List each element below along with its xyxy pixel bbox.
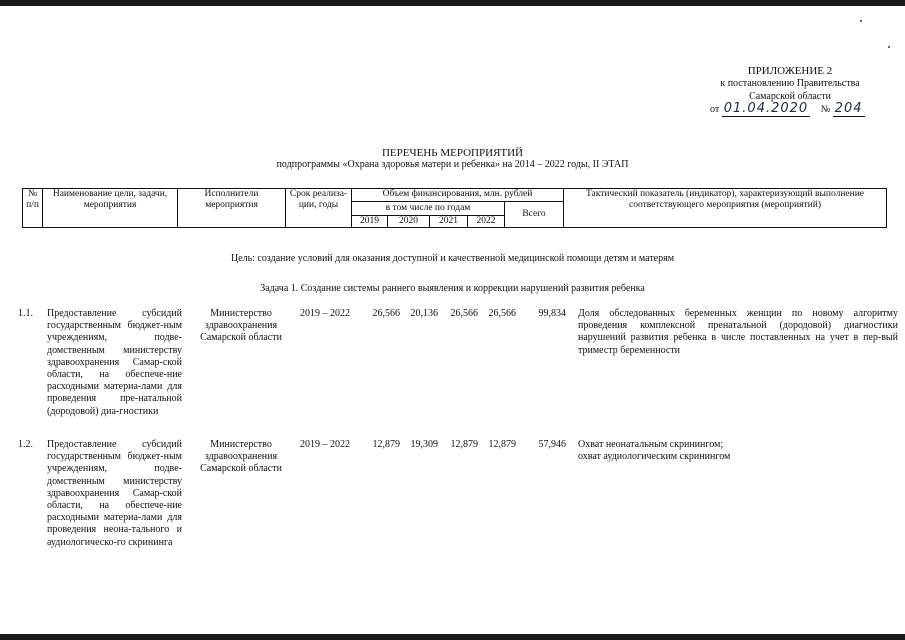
- header-total: Всего: [505, 202, 564, 228]
- annex-title: ПРИЛОЖЕНИЕ 2: [747, 65, 833, 77]
- header-year: 2021: [430, 216, 468, 228]
- scan-speck: [860, 20, 862, 22]
- handwritten-date: 01.04.2020: [723, 101, 809, 116]
- row-value-2021: 12,879: [450, 439, 478, 450]
- indicator-line: охват аудиологическим скринингом: [578, 451, 731, 463]
- row-indicator: Доля обследованных беременных женщин по новому алгоритму проведения комплексной пренатальной (дородовой) диагностики нарушений развития ребенка в числе поставленных на учет в пер-вый триместр беременности: [578, 308, 898, 356]
- row-value-2021: 26,566: [450, 308, 478, 319]
- header-num: № п/п: [23, 189, 43, 228]
- row-term: 2019 – 2022: [300, 308, 350, 319]
- row-indicator: [578, 439, 898, 463]
- header-funding: Объем финансирования, млн. рублей: [352, 189, 564, 202]
- number-prefix: №: [820, 104, 831, 115]
- annex-block: [690, 64, 890, 117]
- header-term: Срок реализа-ции, годы: [286, 189, 352, 228]
- handwritten-number: 204: [834, 101, 863, 116]
- row-value-2022: 26,566: [488, 308, 516, 319]
- document-title: ПЕРЕЧЕНЬ МЕРОПРИЯТИЙ: [381, 147, 524, 159]
- header-executors: Исполнители мероприятия: [178, 189, 286, 228]
- row-value-2019: 26,566: [372, 308, 400, 319]
- row-name: Предоставление субсидий государственным бюджет-ным учреждениям, подве-домственным министерству здравоохранения Самар-ской области, на обеспече-ние расходными материа-лами для проведения неона-тального и аудиологическо-го скрининга: [47, 439, 182, 548]
- task-line: Задача 1. Создание системы раннего выявления и коррекции нарушений развития ребенка: [260, 283, 645, 294]
- header-year: 2019: [352, 216, 388, 228]
- header-incl-years: в том числе по годам: [352, 202, 505, 216]
- row-executor: Министерство здравоохранения Самарской области: [200, 439, 282, 475]
- scan-speck: [888, 46, 890, 48]
- row-executor: Министерство здравоохранения Самарской области: [200, 308, 282, 344]
- header-indicator: Тактический показатель (индикатор), характеризующий выполнение соответствующего мероприятия (мероприятий): [564, 189, 887, 228]
- row-value-2019: 12,879: [372, 439, 400, 450]
- header-name: Наименование цели, задачи, мероприятия: [43, 189, 178, 228]
- row-total: 57,946: [538, 439, 566, 450]
- row-number: 1.1.: [18, 308, 33, 319]
- row-value-2022: 12,879: [488, 439, 516, 450]
- row-value-2020: 20,136: [410, 308, 438, 319]
- date-prefix: от: [710, 104, 720, 115]
- annex-line: к постановлению Правительства: [720, 78, 860, 89]
- goal-line: Цель: создание условий для оказания доступной и качественной медицинской помощи детям и матерям: [230, 253, 675, 264]
- document-subtitle: подпрограммы «Охрана здоровья матери и ребенка» на 2014 – 2022 годы, II ЭТАП: [276, 159, 629, 170]
- table-header: [22, 188, 887, 228]
- row-term: 2019 – 2022: [300, 439, 350, 450]
- row-value-2020: 19,309: [410, 439, 438, 450]
- row-name: Предоставление субсидий государственным бюджет-ным учреждениям, подве-домственным министерству здравоохранения Самар-ской области, на обеспече-ние расходными материа-лами для проведения пре-натальной (дородовой) диа-гностики: [47, 308, 182, 417]
- indicator-line: Охват неонатальным скринингом;: [578, 439, 724, 450]
- annex-line: Самарской области: [749, 90, 831, 102]
- scan-edge-bottom: [0, 634, 905, 640]
- row-total: 99,834: [538, 308, 566, 319]
- annex-date-line: [690, 103, 890, 117]
- header-year: 2022: [468, 216, 505, 228]
- row-number: 1.2.: [18, 439, 33, 450]
- header-year: 2020: [388, 216, 430, 228]
- scan-edge-top: [0, 0, 905, 6]
